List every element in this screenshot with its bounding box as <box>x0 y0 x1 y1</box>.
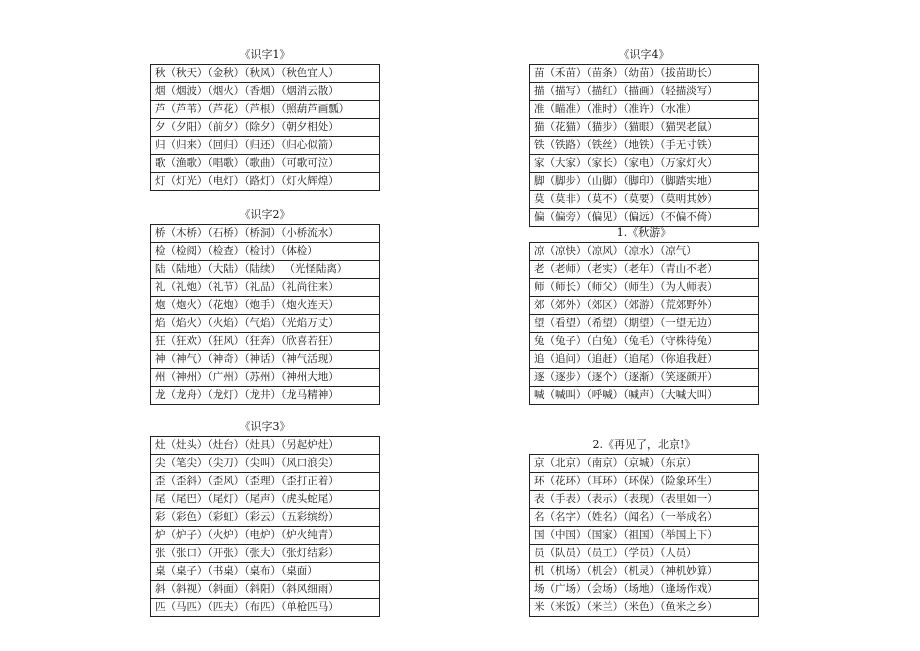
table-row <box>530 369 759 387</box>
section-title-zaijian-beijing: 2.《再见了，北京!》 <box>592 438 696 451</box>
word-entry: 描（描写）（描红）（描画）（轻描淡写） <box>530 83 759 101</box>
word-table-shizi1 <box>150 64 380 191</box>
word-entry: 灶（灶头）（灶台）（灶具）（另起炉灶） <box>151 437 380 455</box>
section-title-shizi1: 《识字1》 <box>239 48 291 61</box>
word-entry: 脚（脚步）（山脚）（脚印）（脚踏实地） <box>530 173 759 191</box>
table-row <box>530 137 759 155</box>
word-entry: 州（神州）（广州）（苏州）（神州大地） <box>151 369 380 387</box>
word-entry: 京（北京）（南京）（京城）（东京） <box>530 455 759 473</box>
table-row <box>530 491 759 509</box>
word-entry: 炮（炮火）（花炮）（炮手）（炮火连天） <box>151 297 380 315</box>
word-table-zaijian-beijing <box>529 454 759 617</box>
table-row <box>530 119 759 137</box>
word-entry: 国（中国）（国家）（祖国）（举国上下） <box>530 527 759 545</box>
table-row <box>530 473 759 491</box>
table-row <box>151 599 380 617</box>
table-row <box>151 437 380 455</box>
word-entry: 神（神气）（神奇）（神话）（神气活现） <box>151 351 380 369</box>
table-row <box>530 387 759 405</box>
table-row <box>530 155 759 173</box>
table-row <box>530 581 759 599</box>
table-row <box>151 315 380 333</box>
word-entry: 龙（龙舟）（龙灯）（龙井）（龙马精神） <box>151 387 380 405</box>
table-row <box>151 225 380 243</box>
word-entry: 环（花环）（耳环）（环保）（险象环生） <box>530 473 759 491</box>
table-row <box>151 351 380 369</box>
table-row <box>530 83 759 101</box>
word-entry: 逐（逐步）（逐个）（逐渐）（笑逐颜开） <box>530 369 759 387</box>
word-entry: 兔（兔子）（白兔）（兔毛）（守株待兔） <box>530 333 759 351</box>
word-entry: 歌（渔歌）（唱歌）（歌曲）（可歌可泣） <box>151 155 380 173</box>
table-row <box>530 599 759 617</box>
table-row <box>530 261 759 279</box>
word-entry: 狂（狂欢）（狂风）（狂奔）（欣喜若狂） <box>151 333 380 351</box>
section-title-qiuyou: 1.《秋游》 <box>616 226 672 239</box>
table-row <box>530 173 759 191</box>
word-entry: 彩（彩色）（彩虹）（彩云）（五彩缤纷） <box>151 509 380 527</box>
table-row <box>151 297 380 315</box>
table-row <box>151 243 380 261</box>
word-entry: 准（瞄准）（准时）（准许）（水准） <box>530 101 759 119</box>
table-row <box>530 509 759 527</box>
word-entry: 老（老师）（老实）（老年）（青山不老） <box>530 261 759 279</box>
section-title-shizi3: 《识字3》 <box>239 420 291 433</box>
table-row <box>530 315 759 333</box>
word-entry: 秋（秋天）（金秋）（秋风）（秋色宜人） <box>151 65 380 83</box>
word-entry: 郊（郊外）（郊区）（郊游）（荒郊野外） <box>530 297 759 315</box>
word-entry: 礼（礼炮）（礼节）（礼品）（礼尚往来） <box>151 279 380 297</box>
table-row <box>151 119 380 137</box>
table-row <box>530 563 759 581</box>
word-entry: 夕（夕阳）（前夕）（除夕）（朝夕相处） <box>151 119 380 137</box>
word-entry: 张（张口）（开张）（张大）（张灯结彩） <box>151 545 380 563</box>
word-entry: 莫（莫非）（莫不）（莫要）（莫明其妙） <box>530 191 759 209</box>
word-table-qiuyou <box>529 242 759 405</box>
table-row <box>530 455 759 473</box>
table-row <box>530 65 759 83</box>
word-entry: 桥（木桥）（石桥）（桥洞）（小桥流水） <box>151 225 380 243</box>
word-table-shizi2 <box>150 224 380 405</box>
section-title-shizi4: 《识字4》 <box>618 48 670 61</box>
word-entry: 归（归来）（回归）（归还）（归心似箭） <box>151 137 380 155</box>
table-row <box>151 545 380 563</box>
word-entry: 机（机场）（机会）（机灵）（神机妙算） <box>530 563 759 581</box>
word-entry: 师（师长）（师父）（师生）（为人师表） <box>530 279 759 297</box>
table-row <box>151 101 380 119</box>
table-row <box>530 209 759 227</box>
word-entry: 表（手表）（表示）（表现）（表里如一） <box>530 491 759 509</box>
table-row <box>530 101 759 119</box>
table-row <box>530 527 759 545</box>
word-entry: 芦（芦苇）（芦花）（芦根）（照葫芦画瓢） <box>151 101 380 119</box>
word-entry: 灯（灯光）（电灯）（路灯）（灯火辉煌） <box>151 173 380 191</box>
table-row <box>151 369 380 387</box>
word-entry: 陆（陆地）（大陆）（陆续） （光怪陆离） <box>151 261 380 279</box>
table-row <box>530 333 759 351</box>
table-row <box>151 173 380 191</box>
table-row <box>151 279 380 297</box>
word-table-shizi4 <box>529 64 759 227</box>
table-row <box>151 155 380 173</box>
word-entry: 铁（铁路）（铁丝）（地铁）（手无寸铁） <box>530 137 759 155</box>
table-row <box>151 509 380 527</box>
table-row <box>151 455 380 473</box>
table-row <box>151 137 380 155</box>
table-row <box>151 333 380 351</box>
table-row <box>151 261 380 279</box>
table-row <box>530 297 759 315</box>
word-entry: 望（看望）（希望）（期望）（一望无边） <box>530 315 759 333</box>
word-entry: 米（米饭）（米兰）（米色）（鱼米之乡） <box>530 599 759 617</box>
table-row <box>151 563 380 581</box>
table-row <box>151 581 380 599</box>
word-entry: 喊（喊叫）（呼喊）（喊声）（大喊大叫） <box>530 387 759 405</box>
word-entry: 烟（烟波）（烟火）（香烟）（烟消云散） <box>151 83 380 101</box>
word-entry: 员（队员）（员工）（学员）（人员） <box>530 545 759 563</box>
word-table-shizi3 <box>150 436 380 617</box>
table-row <box>530 243 759 261</box>
table-row <box>530 351 759 369</box>
word-entry: 尾（尾巴）（尾灯）（尾声）（虎头蛇尾） <box>151 491 380 509</box>
word-entry: 尖（笔尖）（尖刀）（尖叫）（风口浪尖） <box>151 455 380 473</box>
table-row <box>151 491 380 509</box>
table-row <box>151 83 380 101</box>
word-entry: 焰（焰火）（火焰）（气焰）（光焰万丈） <box>151 315 380 333</box>
word-entry: 偏（偏旁）（偏见）（偏远）（不偏不倚） <box>530 209 759 227</box>
word-entry: 名（名字）（姓名）（闻名）（一举成名） <box>530 509 759 527</box>
table-row <box>530 191 759 209</box>
table-row <box>530 279 759 297</box>
section-title-shizi2: 《识字2》 <box>239 208 291 221</box>
table-row <box>151 387 380 405</box>
word-entry: 炉（炉子）（火炉）（电炉）（炉火纯青） <box>151 527 380 545</box>
table-row <box>530 545 759 563</box>
word-entry: 检（检阅）（检查）（检讨）（体检） <box>151 243 380 261</box>
word-entry: 凉（凉快）（凉风）（凉水）（凉气） <box>530 243 759 261</box>
table-row <box>151 473 380 491</box>
word-entry: 猫（花猫）（猫步）（猫眼）（猫哭老鼠） <box>530 119 759 137</box>
word-entry: 歪（歪斜）（歪风）（歪理）（歪打正着） <box>151 473 380 491</box>
word-entry: 苗（禾苗）（苗条）（幼苗）（拔苗助长） <box>530 65 759 83</box>
table-row <box>151 527 380 545</box>
word-entry: 桌（桌子）（书桌）（桌布）（桌面） <box>151 563 380 581</box>
word-entry: 家（大家）（家长）（家电）（万家灯火） <box>530 155 759 173</box>
word-entry: 匹（马匹）（匹夫）（布匹）（单枪匹马） <box>151 599 380 617</box>
word-entry: 场（广场）（会场）（场地）（逢场作戏） <box>530 581 759 599</box>
word-entry: 追（追问）（追赶）（追尾）（你追我赶） <box>530 351 759 369</box>
table-row <box>151 65 380 83</box>
word-entry: 斜（斜视）（斜面）（斜阳）（斜风细雨） <box>151 581 380 599</box>
